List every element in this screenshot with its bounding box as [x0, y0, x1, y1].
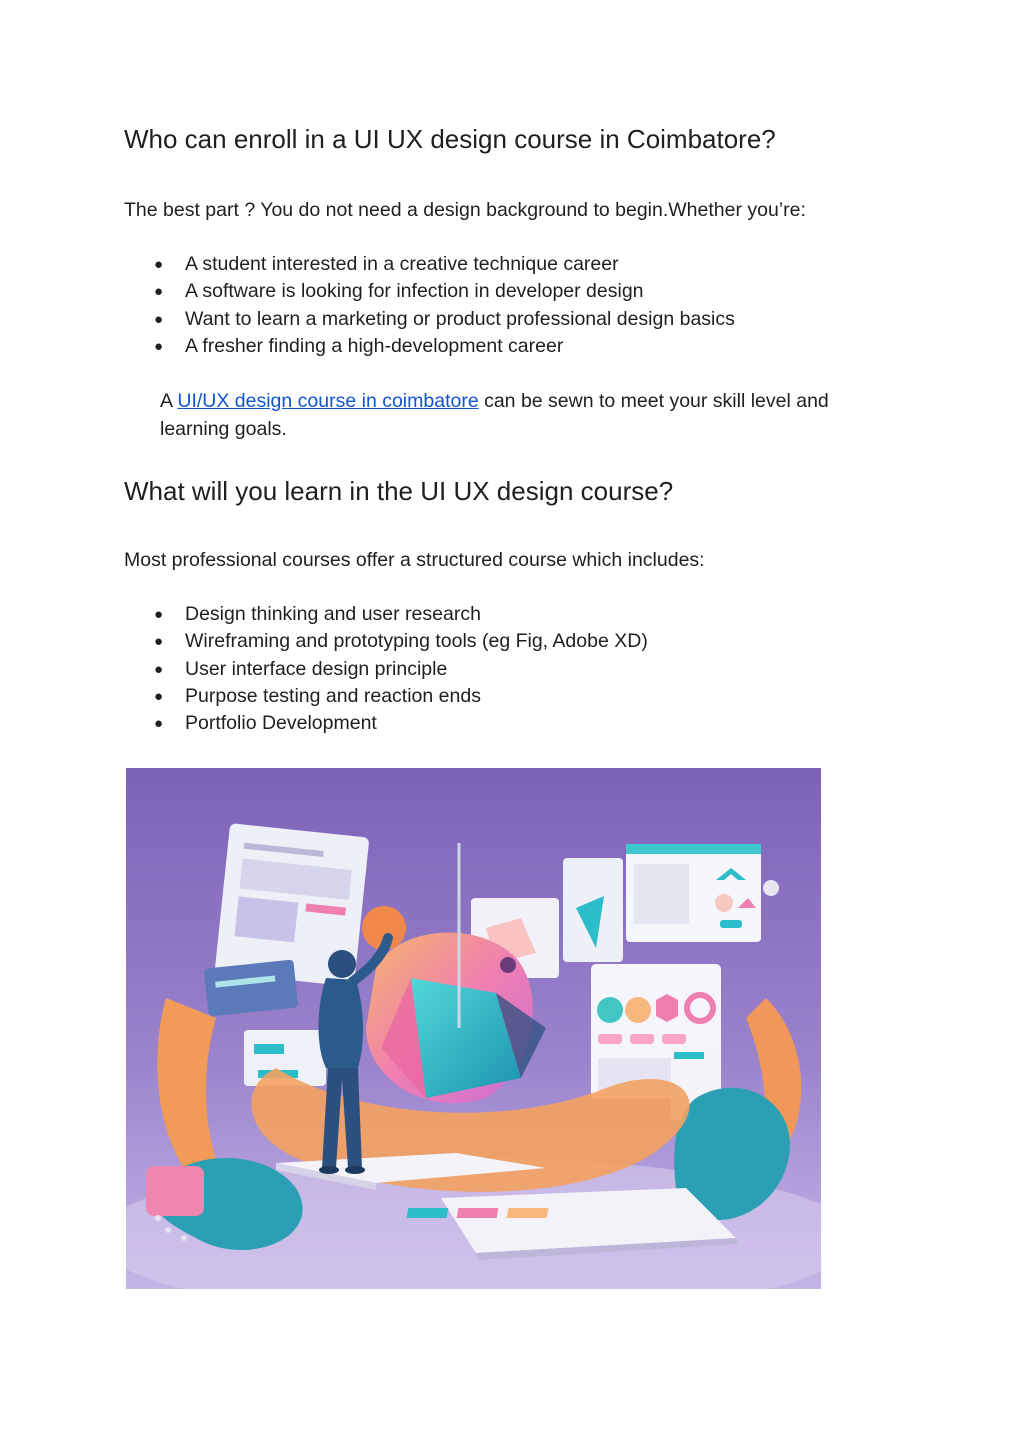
list-item: ● Purpose testing and reaction ends	[124, 683, 648, 710]
pink-block	[146, 1166, 204, 1216]
list-item: ● Want to learn a marketing or product professional design basics	[124, 306, 735, 333]
list-item: ● Wireframing and prototyping tools (eg Fig, Adobe XD)	[124, 628, 648, 655]
heading-what-will-you-learn: What will you learn in the UI UX design course?	[124, 476, 674, 506]
bullet-icon: ●	[154, 337, 164, 355]
bullet-icon: ●	[154, 660, 164, 678]
list-item: ● A student interested in a creative technique career	[124, 251, 735, 278]
list-item: ● User interface design principle	[124, 656, 648, 683]
curriculum-list	[124, 601, 648, 737]
course-paragraph: A UI/UX design course in coimbatore can be sewn to meet your skill level and learning goals.	[160, 390, 829, 440]
bullet-icon: ●	[154, 310, 164, 328]
list-item: ● Design thinking and user research	[124, 601, 648, 628]
course-link[interactable]: UI/UX design course in coimbatore	[177, 390, 479, 412]
list-item: ● A fresher finding a high-development career	[124, 333, 735, 360]
bullet-icon: ●	[154, 715, 164, 733]
dashboard-panel-right	[626, 844, 761, 942]
bullet-icon: ●	[154, 283, 164, 301]
intro-paragraph-2: Most professional courses offer a structured course which includes:	[124, 549, 705, 571]
list-item: ● Portfolio Development	[124, 710, 648, 737]
bullet-icon: ●	[154, 687, 164, 705]
intro-paragraph-1: The best part ? You do not need a design background to begin.Whether you’re:	[124, 199, 806, 221]
ui-ux-designer-illustration	[126, 768, 821, 1289]
list-item: ● A software is looking for infection in developer design	[124, 278, 735, 305]
audience-list	[124, 251, 735, 360]
heading-who-can-enroll: Who can enroll in a UI UX design course in Coimbatore?	[124, 124, 776, 154]
bullet-icon: ●	[154, 633, 164, 651]
bullet-icon: ●	[154, 256, 164, 273]
bullet-icon: ●	[154, 606, 164, 623]
